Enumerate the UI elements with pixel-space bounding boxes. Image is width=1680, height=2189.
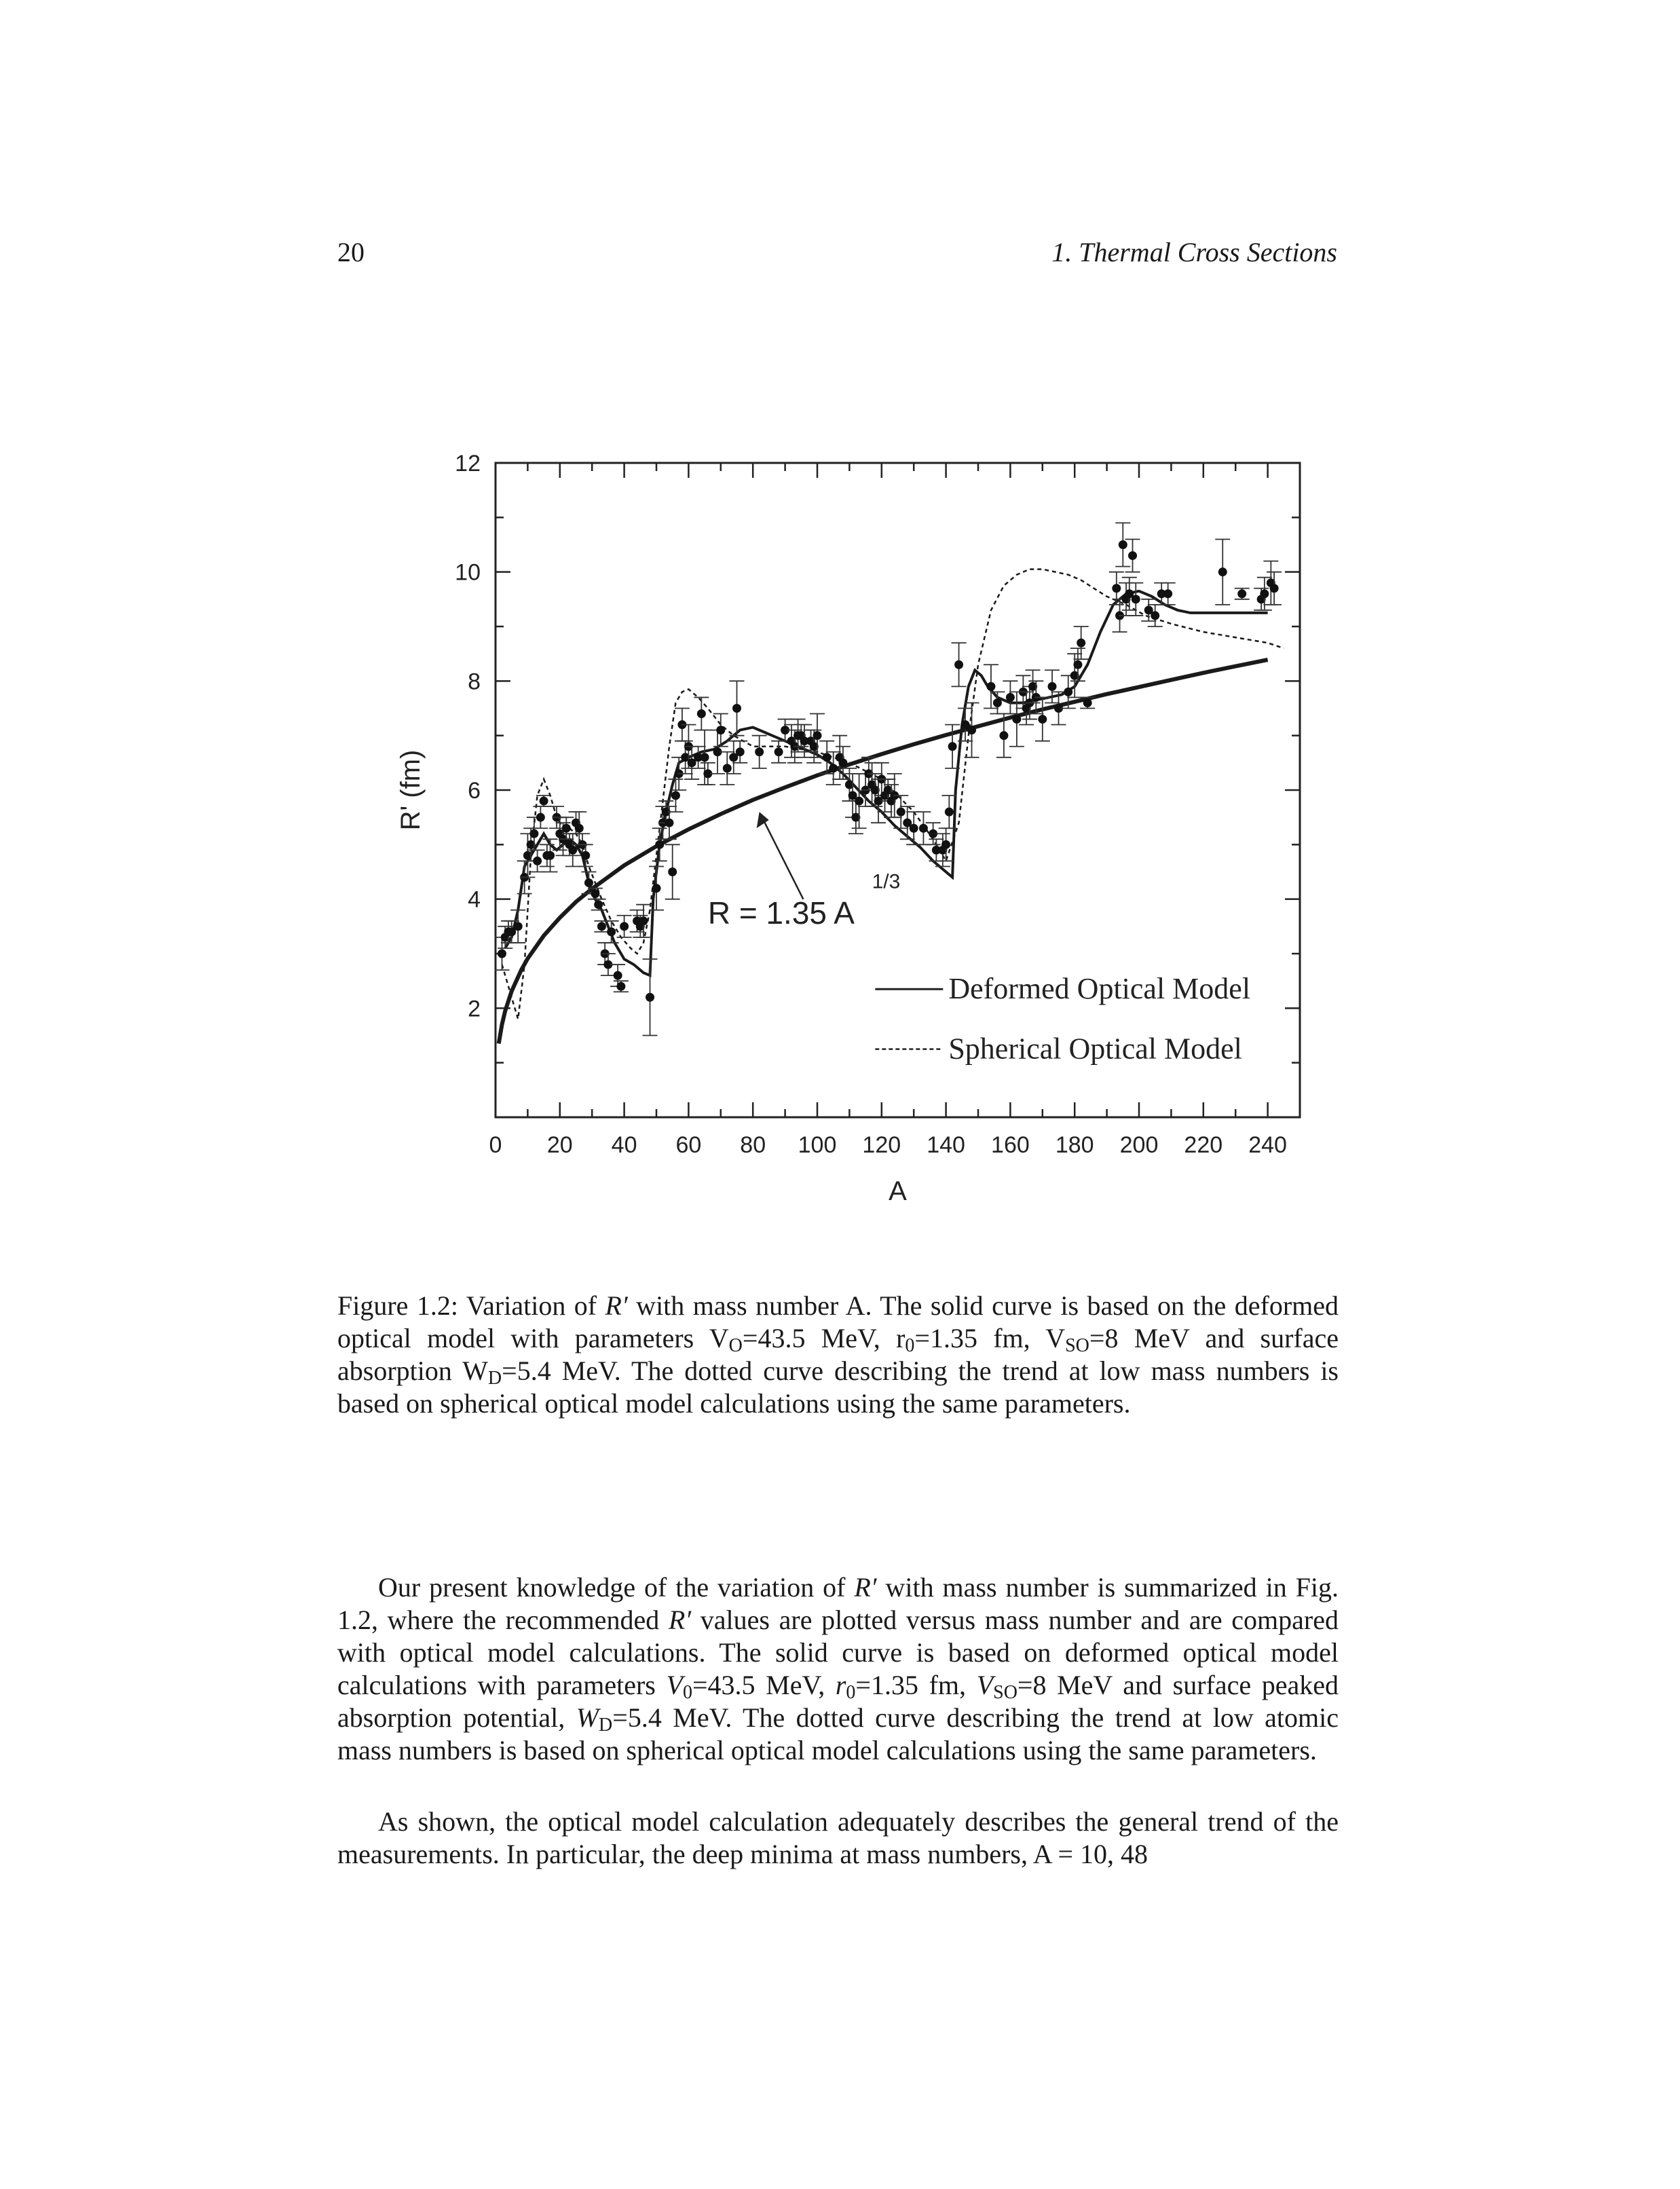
data-marker: [1083, 698, 1092, 707]
data-marker: [620, 922, 629, 931]
data-point: [1215, 539, 1230, 604]
x-tick-label: 140: [927, 1132, 965, 1158]
data-marker: [639, 916, 648, 925]
data-marker: [652, 884, 661, 893]
data-point: [730, 681, 745, 735]
data-point: [771, 741, 786, 763]
x-tick-label: 160: [991, 1132, 1030, 1158]
data-point: [1115, 523, 1130, 566]
y-tick-label: 4: [468, 886, 481, 913]
data-point: [643, 959, 658, 1035]
data-point: [1035, 697, 1050, 741]
data-marker: [855, 797, 863, 806]
data-marker: [1064, 688, 1072, 696]
data-marker: [665, 819, 673, 827]
data-marker: [897, 808, 906, 817]
x-tick-label: 40: [611, 1132, 637, 1158]
x-tick-label: 20: [546, 1132, 573, 1158]
data-marker: [701, 753, 709, 762]
data-marker: [594, 900, 603, 909]
data-point: [694, 697, 709, 730]
data-point: [752, 736, 767, 768]
data-marker: [732, 704, 741, 713]
data-marker: [723, 764, 732, 772]
data-marker: [540, 797, 548, 806]
data-marker: [1073, 660, 1082, 669]
data-point: [572, 812, 586, 844]
data-marker: [1038, 715, 1047, 724]
y-axis-label: R' (fm): [396, 749, 426, 831]
data-marker: [1077, 639, 1085, 648]
data-marker: [1048, 682, 1057, 691]
data-point: [832, 736, 847, 779]
data-marker: [829, 764, 838, 772]
annotation-superscript: 1/3: [872, 870, 901, 893]
data-marker: [823, 753, 832, 762]
body-paragraph-1: Our present knowledge of the variation of R′ with mass number is summarized in Fig. 1.2, where the recommended R′ values are plotted versus mass number and are compared with optical model calculations. The solid curve is based on deformed optical model calculations with parameters $V_0=43.5$ MeV, $r_0=1.35$ fm, $V_{SO}=8$ MeV and surface peaked absorption potential, $W_D=5.4$ MeV. The dotted curve describing the trend at low atomic mass numbers is based on spherical optical model calculations using the same parameters.: [337, 1572, 1339, 1765]
data-marker: [1132, 595, 1140, 603]
page-number: 20: [337, 237, 365, 267]
data-marker: [967, 726, 976, 734]
annotation-label: R = 1.35 A: [707, 895, 855, 931]
data-marker: [716, 726, 725, 734]
data-marker: [999, 731, 1008, 740]
running-title: 1. Thermal Cross Sections: [1051, 237, 1337, 267]
data-marker: [919, 824, 928, 833]
data-marker: [954, 660, 963, 669]
data-marker: [1151, 611, 1159, 620]
data-marker: [1163, 589, 1172, 598]
data-marker: [655, 840, 664, 849]
data-marker: [498, 950, 506, 958]
figure-caption: Figure 1.2: Variation of R′ with mass number A. The solid curve is based on the deformed optical model with parameters $V_O=43.5$ MeV, $r_0=1.35$ fm, $V_{SO}=8$ MeV and surface absorption $W_D=5.4$ MeV. The dotted curve describing the trend at low mass numbers is based on spherical optical model calculations using the same parameters.: [337, 1290, 1339, 1419]
curve-deformed-optical-model: [505, 591, 1267, 975]
data-marker: [736, 747, 745, 756]
data-point: [520, 834, 535, 877]
data-marker: [986, 682, 995, 691]
x-axis-label: A: [889, 1176, 907, 1206]
data-point: [1003, 681, 1018, 713]
data-point: [536, 796, 551, 806]
r-prime-chart: [380, 434, 1330, 1229]
data-point: [916, 812, 931, 844]
data-marker: [668, 867, 677, 876]
x-tick-label: 100: [798, 1132, 837, 1158]
annotation-arrow-line: [764, 820, 804, 899]
data-marker: [581, 851, 590, 860]
x-tick-label: 240: [1248, 1132, 1287, 1158]
data-marker: [591, 889, 599, 898]
data-marker: [755, 747, 764, 756]
y-tick-label: 10: [455, 559, 481, 586]
data-marker: [562, 824, 571, 833]
data-marker: [546, 851, 555, 860]
data-marker: [838, 758, 847, 767]
legend-label-spherical: Spherical Optical Model: [948, 1032, 1242, 1066]
data-marker: [1270, 584, 1279, 593]
x-tick-label: 180: [1055, 1132, 1094, 1158]
data-marker: [774, 747, 783, 756]
data-marker: [536, 813, 545, 822]
x-tick-label: 80: [740, 1132, 766, 1158]
data-point: [617, 916, 632, 937]
x-tick-label: 60: [675, 1132, 702, 1158]
figure-1-2: [380, 434, 1330, 1229]
data-marker: [529, 829, 538, 838]
x-tick-label: 220: [1184, 1132, 1223, 1158]
data-marker: [597, 922, 606, 931]
data-marker: [1006, 693, 1015, 702]
data-marker: [941, 840, 950, 849]
data-marker: [697, 709, 706, 718]
data-marker: [1260, 589, 1269, 598]
data-marker: [646, 993, 654, 1002]
data-marker: [1112, 584, 1121, 593]
data-point: [1263, 561, 1278, 605]
plot-frame: [496, 463, 1300, 1117]
data-marker: [1218, 567, 1227, 576]
body-paragraph-2: As shown, the optical model calculation adequately describes the general trend of the measurements. In particular, the deep minima at mass numbers, A = 10, 48: [337, 1806, 1339, 1869]
data-marker: [1128, 551, 1137, 560]
y-tick-label: 2: [468, 996, 481, 1022]
data-marker: [993, 698, 1002, 707]
data-marker: [1012, 715, 1021, 724]
data-marker: [616, 982, 625, 991]
data-point: [652, 828, 667, 861]
data-marker: [910, 824, 918, 833]
data-marker: [813, 731, 822, 740]
data-marker: [533, 857, 542, 865]
y-tick-label: 8: [468, 669, 481, 695]
data-point: [665, 844, 680, 899]
data-marker: [514, 922, 523, 931]
data-marker: [1119, 540, 1127, 549]
legend-label-deformed: Deformed Optical Model: [948, 972, 1251, 1006]
data-marker: [948, 742, 957, 751]
data-point: [952, 643, 967, 686]
y-tick-label: 6: [468, 778, 481, 804]
data-point: [810, 714, 825, 757]
data-marker: [584, 878, 593, 887]
x-tick-label: 200: [1119, 1132, 1159, 1158]
data-marker: [568, 846, 577, 855]
data-marker: [607, 927, 616, 936]
data-point: [1235, 588, 1250, 599]
data-marker: [575, 824, 584, 833]
data-point: [990, 692, 1005, 713]
data-marker: [945, 808, 954, 817]
data-marker: [671, 791, 680, 800]
y-tick-label: 12: [455, 451, 481, 476]
x-tick-label: 0: [489, 1132, 502, 1158]
data-marker: [614, 971, 622, 980]
data-marker: [1237, 589, 1246, 598]
x-tick-label: 120: [862, 1132, 901, 1158]
